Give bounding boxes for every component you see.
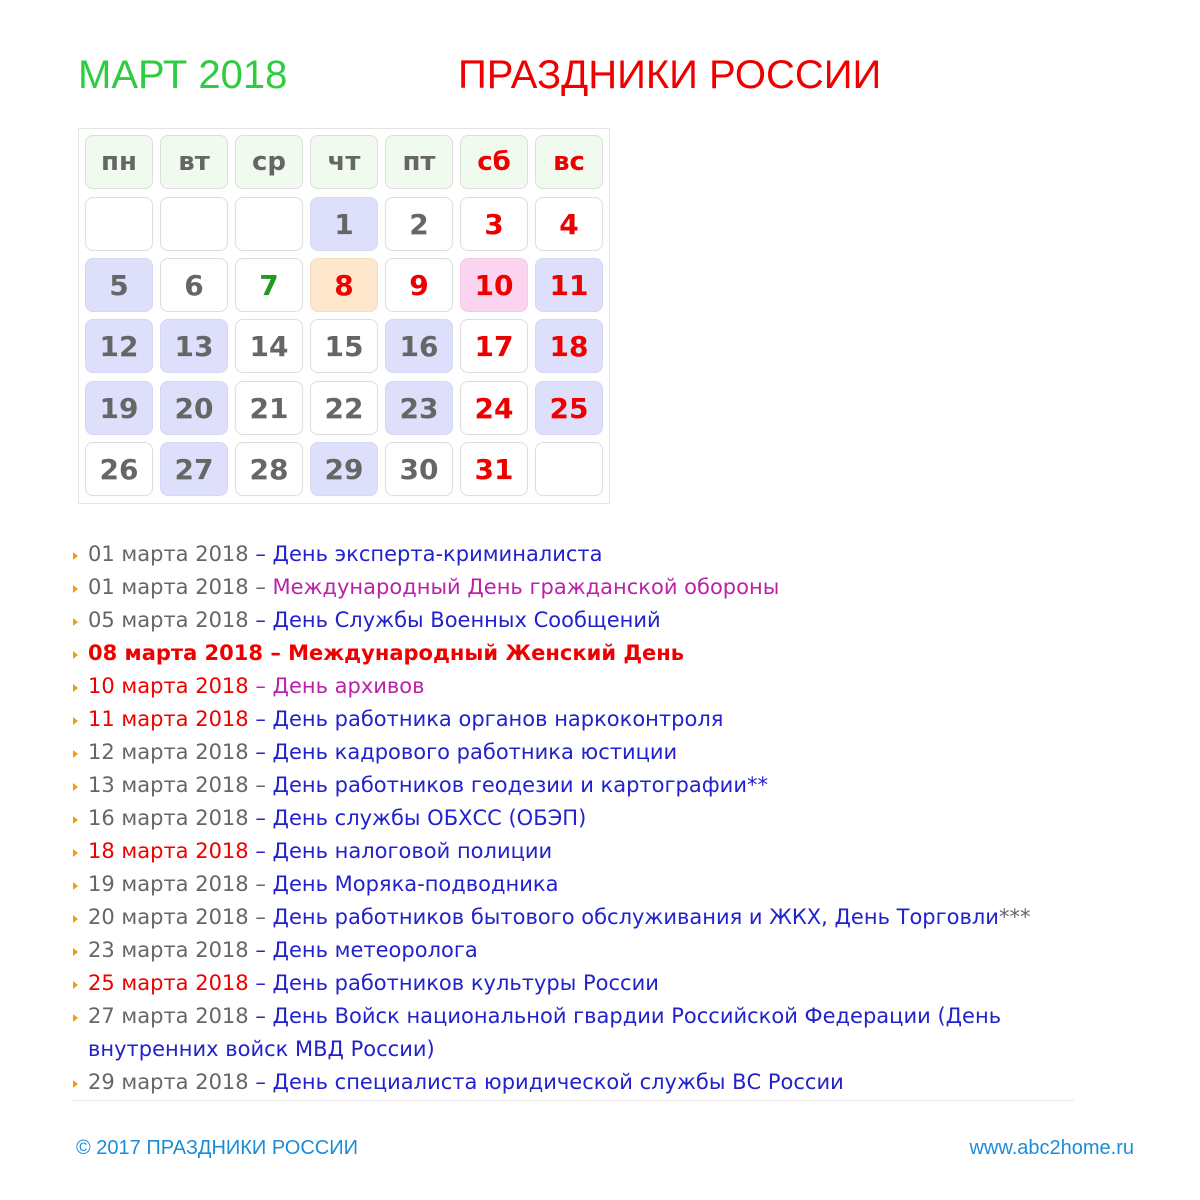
- holiday-item: [72, 967, 1082, 1000]
- weekday-header: чт: [310, 135, 378, 189]
- calendar-day: 16: [385, 319, 453, 373]
- calendar-day: 28: [235, 442, 303, 496]
- holiday-title: – День налоговой полиции: [255, 839, 553, 863]
- holiday-title: – День архивов: [255, 674, 425, 698]
- holiday-title: – День Службы Военных Сообщений: [255, 608, 661, 632]
- calendar-day: 7: [235, 258, 303, 312]
- calendar-day: 31: [460, 442, 528, 496]
- footer-copyright: © 2017 ПРАЗДНИКИ РОССИИ: [76, 1137, 358, 1159]
- holiday-item: [72, 769, 1082, 802]
- holiday-item: [72, 538, 1082, 571]
- holiday-title: – День работников культуры России: [255, 971, 659, 995]
- calendar-day: 23: [385, 381, 453, 435]
- holiday-item: [72, 802, 1082, 835]
- holiday-title: – День эксперта-криминалиста: [255, 542, 603, 566]
- holiday-item: [72, 868, 1082, 901]
- weekday-header: вт: [160, 135, 228, 189]
- calendar-day: 17: [460, 319, 528, 373]
- month-title: МАРТ 2018: [78, 53, 288, 97]
- holiday-title: – День работника органов наркоконтроля: [255, 707, 724, 731]
- calendar-day: 1: [310, 197, 378, 251]
- holiday-item: [72, 736, 1082, 769]
- holiday-date: 05 марта 2018: [88, 608, 249, 632]
- holiday-title: День работников геодезии и картографии**: [272, 773, 768, 797]
- holiday-item: [72, 835, 1082, 868]
- calendar-day: 18: [535, 319, 603, 373]
- calendar-grid: [78, 128, 610, 504]
- calendar-day: 15: [310, 319, 378, 373]
- holiday-date: 23 марта 2018: [88, 938, 249, 962]
- holiday-date: 27 марта 2018: [88, 1004, 249, 1028]
- calendar-day: 6: [160, 258, 228, 312]
- footer-website-link[interactable]: www.abc2home.ru: [969, 1137, 1134, 1159]
- holiday-date: 10 марта 2018: [88, 674, 249, 698]
- holiday-title: – День кадрового работника юстиции: [255, 740, 678, 764]
- calendar-empty-cell: [160, 197, 228, 251]
- holiday-date: 13 марта 2018 –: [88, 773, 266, 797]
- holiday-footnote-mark: ***: [998, 905, 1031, 929]
- holiday-title: – День Войск национальной гвардии Российской Федерации (День внутренних войск МВД России): [88, 1004, 1002, 1061]
- page-title: ПРАЗДНИКИ РОССИИ: [458, 53, 882, 97]
- holiday-date: 19 марта 2018 –: [88, 872, 266, 896]
- calendar-day: 4: [535, 197, 603, 251]
- calendar-day: 27: [160, 442, 228, 496]
- calendar-day: 24: [460, 381, 528, 435]
- holiday-date: 08 марта 2018: [88, 641, 264, 665]
- calendar-day: 21: [235, 381, 303, 435]
- holiday-item: [72, 934, 1082, 967]
- calendar-day: 2: [385, 197, 453, 251]
- calendar-day: 25: [535, 381, 603, 435]
- calendar-empty-cell: [85, 197, 153, 251]
- calendar-empty-cell: [235, 197, 303, 251]
- holiday-item: [72, 901, 1082, 934]
- calendar-day: 5: [85, 258, 153, 312]
- holiday-item: [72, 571, 1082, 604]
- holiday-list: [72, 538, 1082, 1099]
- calendar-empty-cell: [535, 442, 603, 496]
- calendar-day: 14: [235, 319, 303, 373]
- weekday-header: вс: [535, 135, 603, 189]
- holiday-date: 12 марта 2018: [88, 740, 249, 764]
- calendar-day: 10: [460, 258, 528, 312]
- holiday-date: 01 марта 2018: [88, 542, 249, 566]
- weekday-header: пн: [85, 135, 153, 189]
- calendar-day: 30: [385, 442, 453, 496]
- holiday-date: 01 марта 2018 –: [88, 575, 266, 599]
- calendar-day: 19: [85, 381, 153, 435]
- holiday-item: [72, 604, 1082, 637]
- holiday-title: – День специалиста юридической службы ВС России: [255, 1070, 844, 1094]
- holiday-item: [72, 670, 1082, 703]
- holiday-date: 18 марта 2018: [88, 839, 249, 863]
- holiday-date: 29 марта 2018: [88, 1070, 249, 1094]
- calendar-day: 9: [385, 258, 453, 312]
- holiday-item: [72, 637, 1082, 670]
- holiday-item: [72, 703, 1082, 736]
- calendar-day: 20: [160, 381, 228, 435]
- divider: [72, 1100, 1074, 1101]
- holiday-title: День Моряка-подводника: [272, 872, 559, 896]
- weekday-header: ср: [235, 135, 303, 189]
- holiday-date: 20 марта 2018 –: [88, 905, 266, 929]
- holiday-title: – День метеоролога: [255, 938, 478, 962]
- weekday-header: пт: [385, 135, 453, 189]
- holiday-title: – День службы ОБХСС (ОБЭП): [255, 806, 587, 830]
- calendar-day: 8: [310, 258, 378, 312]
- calendar-day: 11: [535, 258, 603, 312]
- holiday-item: [72, 1000, 1082, 1066]
- holiday-title: День работников бытового обслуживания и ЖКХ, День Торговли: [272, 905, 999, 929]
- weekday-header: сб: [460, 135, 528, 189]
- calendar-day: 3: [460, 197, 528, 251]
- holiday-title: Международный День гражданской обороны: [272, 575, 780, 599]
- holiday-date: 25 марта 2018: [88, 971, 249, 995]
- calendar-day: 13: [160, 319, 228, 373]
- holiday-date: 11 марта 2018: [88, 707, 249, 731]
- holiday-item: [72, 1066, 1082, 1099]
- calendar-day: 26: [85, 442, 153, 496]
- calendar-day: 29: [310, 442, 378, 496]
- holiday-title: – Международный Женский День: [270, 641, 685, 665]
- calendar-day: 12: [85, 319, 153, 373]
- holiday-date: 16 марта 2018: [88, 806, 249, 830]
- calendar-day: 22: [310, 381, 378, 435]
